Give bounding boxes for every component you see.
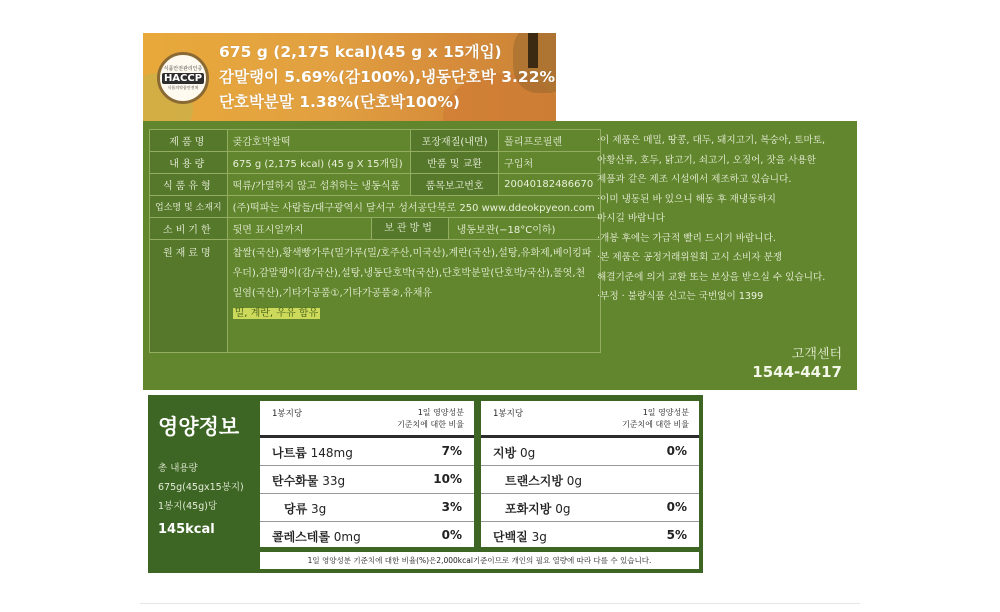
ingredients-cell [227,240,600,353]
customer-center-phone: 1544-4417 [752,363,842,381]
nutrition-footnote: 1일 영양성분 기준치에 대한 비율(%)은2,000kcal기준이므로 개인의 필요 열량에 따라 다를 수 있습니다. [260,552,699,569]
nutrient-percent: 0% [441,528,462,542]
nutrient-row-fat [481,438,699,466]
per-serving-label: 1봉지당 [493,409,524,419]
maker-value: (주)떡파는 사람들/대구광역시 달서구 성서공단북로 250 www.ddeokpyeon.com [227,196,600,218]
nutrition-panel [148,395,703,573]
nutrient-name [272,528,361,545]
daily-value-header-line1: 1일 영양성분 [642,408,689,417]
banner-text [219,40,555,115]
daily-value-header-line2: 기준치에 대한 비율 [397,420,464,429]
packaging-label: 포장재질(내면) [411,130,499,152]
ingredients-label: 원재료명 [150,240,228,353]
nutrient-label: 당류 [284,502,308,516]
nutrient-name [505,500,570,517]
product-name-value: 곶감호박찰떡 [227,130,410,152]
note-line: 해결기준에 의거 교환 또는 보상을 받으실 수 있습니다. [597,271,826,283]
divider [140,603,860,604]
contents-value: 675 g (2,175 kcal) (45 g X 15개입) [227,152,410,174]
nutrient-row-protein [481,522,699,549]
nutrient-amount: 33g [322,474,346,488]
note-line: ·이미 냉동된 바 있으니 해동 후 재냉동하지 [597,193,776,205]
nutrient-percent: 0% [666,500,687,514]
nutrient-amount: 148mg [310,446,353,460]
calories-value: 145kcal [158,522,215,537]
daily-value-header [397,407,464,431]
maker-label: 업소명 및 소재지 [150,196,228,218]
nutrient-name [284,500,326,517]
nutrition-table-header [481,401,699,438]
banner-line-3: 단호박분말 1.38%(단호박100%) [219,93,461,111]
return-value: 구입처 [499,152,600,174]
storage-value: 냉동보관(−18°C이하) [456,225,556,236]
nutrition-table-left [260,401,474,547]
nutrient-name [505,472,582,489]
report-no-label: 품목보고번호 [411,174,499,196]
expiry-label: 소비기한 [150,218,228,240]
note-line: 마시길 바랍니다 [597,213,665,224]
nutrient-label: 탄수화물 [272,474,319,488]
nutrient-row-cholesterol [260,522,474,549]
nutrient-name [272,444,353,461]
nutrient-row-sodium [260,438,474,466]
total-content [158,459,268,516]
nutrient-label: 트랜스지방 [505,474,563,488]
return-label: 반품 및 교환 [411,152,499,174]
nutrient-row-sugars [260,494,474,522]
table-row [150,218,601,240]
nutrient-name [272,472,345,489]
nutrient-label: 나트륨 [272,446,307,460]
nutrient-label: 포화지방 [505,502,552,516]
nutrient-percent: 7% [441,444,462,458]
nutrient-name [493,444,535,461]
packaging-value: 폴리프로필렌 [499,130,600,152]
food-type-value: 떡류/가열하지 않고 섭취하는 냉동식품 [227,174,410,196]
allergen-text: 밀, 계란, 우유 함유 [234,308,319,319]
nutrition-title: 영양정보 [158,415,240,439]
note-line: ·부정 · 불량식품 신고는 국번없이 1399 [597,291,764,302]
nutrition-table-right [481,401,699,547]
haccp-top-text: 식품안전관리인증 [163,66,203,72]
nutrient-amount: 0g [555,502,571,516]
food-type-label: 식품유형 [150,174,228,196]
per-serving-label: 1봉지당 [272,409,303,419]
banner-line-1: 675 g (2,175 kcal)(45 g x 15개입) [219,43,502,61]
product-info-panel [143,121,857,390]
nutrition-summary [158,411,268,537]
nutrient-percent: 5% [666,528,687,542]
nutrient-percent: 3% [441,500,462,514]
nutrition-table-header [260,401,474,438]
haccp-logo-text: HACCP [163,73,203,84]
ingredients-value: 찹쌀(국산),황색빵가루(밀가루(밀/호주산,미국산),계란(국산),설탕,유화제,베이킹파우더),감말랭이(감/국산),설탕,냉동단호박(국산),단호박분말(단호박/국산),물엿,천일염(국산),기타가공품①,기타가공품②,유채유 [232,248,592,299]
daily-value-header-line1: 1일 영양성분 [417,408,464,417]
nutrient-amount: 0g [520,446,536,460]
table-row [150,240,601,353]
note-line: ·이 제품은 메밀, 땅콩, 대두, 돼지고기, 복숭아, 토마토, [597,135,826,146]
product-spec-table [149,129,601,353]
nutrient-row-trans-fat [481,466,699,494]
product-banner [143,33,556,121]
caution-notes [597,131,852,307]
nutrient-label: 지방 [493,446,517,460]
contents-label: 내용량 [150,152,228,174]
daily-value-header [622,407,689,431]
serving-size: 1봉지(45g)당 [158,501,218,512]
note-line: 아황산류, 호두, 닭고기, 쇠고기, 오징어, 잣을 사용한 [597,154,816,166]
nutrient-name [493,528,547,545]
nutrient-percent: 10% [433,472,462,486]
customer-center-label: 고객센터 [791,347,842,362]
nutrient-row-carbs [260,466,474,494]
storage-label: 보관방법 [371,218,449,239]
note-line: 제품과 같은 제조 시설에서 제조하고 있습니다. [597,174,792,185]
nutrient-row-saturated-fat [481,494,699,522]
nutrient-label: 단백질 [493,530,528,544]
haccp-logo [157,52,209,104]
nutrient-label: 콜레스테롤 [272,530,330,544]
note-line: ·개봉 후에는 가급적 빨리 드시기 바랍니다. [597,232,776,244]
expiry-storage-cell [227,218,600,240]
nutrient-amount: 0mg [333,530,361,544]
table-row [150,152,601,174]
table-row [150,174,601,196]
nutrient-amount: 3g [311,502,327,516]
note-line: ·본 제품은 공정거래위원회 고시 소비자 분쟁 [597,252,783,263]
expiry-value: 뒷면 표시일까지 [232,225,304,236]
total-value: 675g(45gx15봉지) [158,482,244,493]
product-name-label: 제품명 [150,130,228,152]
report-no-value: 20040182486670 [499,174,600,196]
haccp-bottom-text: 식품의약품안전처 [167,85,199,90]
daily-value-header-line2: 기준치에 대한 비율 [622,420,689,429]
table-row [150,130,601,152]
nutrient-percent: 0% [666,444,687,458]
table-row [150,196,601,218]
nutrient-amount: 0g [566,474,583,488]
banner-line-2: 감말랭이 5.69%(감100%),냉동단호박 3.22% [219,68,556,86]
total-label: 총 내용량 [158,463,198,474]
nutrient-amount: 3g [531,530,547,544]
